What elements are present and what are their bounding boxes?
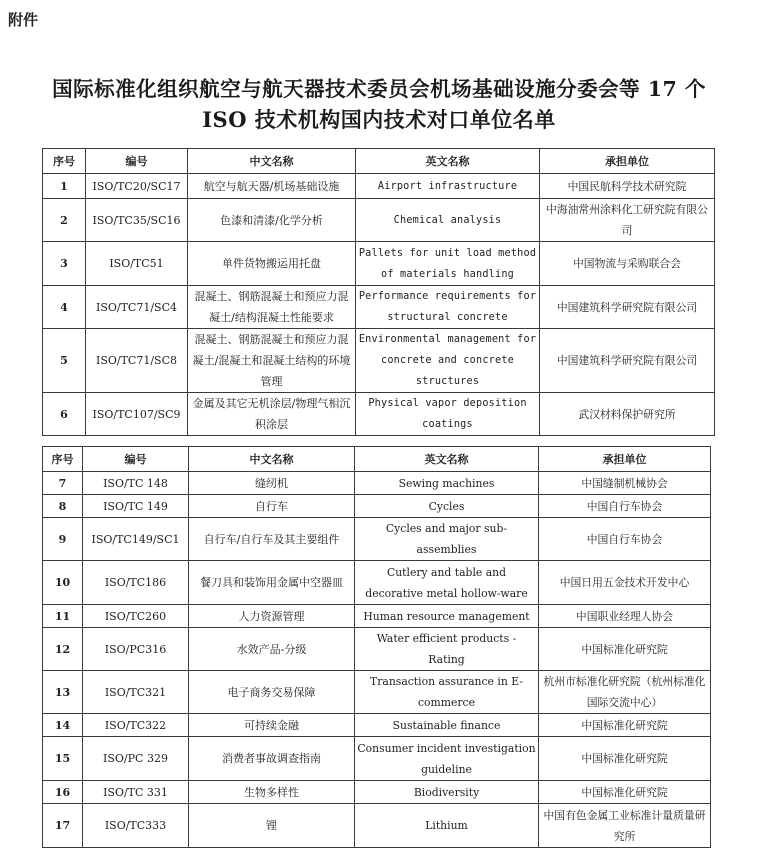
row-cn-name: 色漆和清漆/化学分析	[188, 199, 356, 242]
row-code: ISO/TC260	[83, 605, 189, 628]
row-cn-name: 水效产品-分级	[189, 628, 355, 671]
header-cn-name: 中文名称	[189, 447, 355, 472]
row-code: ISO/TC51	[86, 242, 188, 286]
row-en-name: Pallets for unit load method of materials handling	[356, 242, 540, 286]
row-en-name: Lithium	[355, 804, 539, 848]
table-header-row	[43, 447, 711, 472]
row-org: 中国标准化研究院	[539, 628, 711, 671]
row-org: 中国物流与采购联合会	[540, 242, 715, 286]
row-en-name: Consumer incident investigation guideline	[355, 737, 539, 781]
row-code: ISO/PC 329	[83, 737, 189, 781]
row-code: ISO/TC71/SC8	[86, 329, 188, 393]
row-org: 中国缝制机械协会	[539, 472, 711, 495]
row-en-name: Physical vapor deposition coatings	[356, 393, 540, 436]
row-no: 10	[43, 561, 83, 605]
row-code: ISO/TC 148	[83, 472, 189, 495]
row-no: 5	[43, 329, 86, 393]
row-no: 3	[43, 242, 86, 286]
row-en-name: Biodiversity	[355, 781, 539, 804]
row-org: 中国自行车协会	[539, 495, 711, 518]
table-row	[43, 199, 715, 242]
row-no: 1	[43, 174, 86, 199]
row-cn-name: 混凝土、钢筋混凝土和预应力混凝土/结构混凝土性能要求	[188, 286, 356, 329]
row-org: 中海油常州涂料化工研究院有限公司	[540, 199, 715, 242]
row-cn-name: 航空与航天器/机场基础设施	[188, 174, 356, 199]
table-row	[43, 628, 711, 671]
header-no: 序号	[43, 149, 86, 174]
row-cn-name: 可持续金融	[189, 714, 355, 737]
row-en-name: Cycles and major sub-assemblies	[355, 518, 539, 561]
row-en-name: Cutlery and table and decorative metal hollow-ware	[355, 561, 539, 605]
row-code: ISO/TC107/SC9	[86, 393, 188, 436]
row-no: 9	[43, 518, 83, 561]
row-code: ISO/TC35/SC16	[86, 199, 188, 242]
row-org: 中国建筑科学研究院有限公司	[540, 329, 715, 393]
row-no: 12	[43, 628, 83, 671]
table-header-row	[43, 149, 715, 174]
row-en-name: Sewing machines	[355, 472, 539, 495]
row-no: 2	[43, 199, 86, 242]
header-org: 承担单位	[539, 447, 711, 472]
row-cn-name: 自行车	[189, 495, 355, 518]
row-no: 8	[43, 495, 83, 518]
header-en-name: 英文名称	[356, 149, 540, 174]
row-code: ISO/TC 149	[83, 495, 189, 518]
row-no: 6	[43, 393, 86, 436]
row-no: 4	[43, 286, 86, 329]
row-no: 17	[43, 804, 83, 848]
row-org: 武汉材料保护研究所	[540, 393, 715, 436]
header-en-name: 英文名称	[355, 447, 539, 472]
row-cn-name: 自行车/自行车及其主要组件	[189, 518, 355, 561]
row-no: 15	[43, 737, 83, 781]
row-en-name: Human resource management	[355, 605, 539, 628]
header-org: 承担单位	[540, 149, 715, 174]
row-org: 中国民航科学技术研究院	[540, 174, 715, 199]
row-cn-name: 缝纫机	[189, 472, 355, 495]
header-no: 序号	[43, 447, 83, 472]
row-code: ISO/TC 331	[83, 781, 189, 804]
table-row	[43, 393, 715, 436]
row-en-name: Water efficient products - Rating	[355, 628, 539, 671]
row-org: 中国建筑科学研究院有限公司	[540, 286, 715, 329]
row-en-name: Environmental management for concrete and concrete structures	[356, 329, 540, 393]
row-cn-name: 混凝土、钢筋混凝土和预应力混凝土/混凝土和混凝土结构的环境管理	[188, 329, 356, 393]
row-code: ISO/TC71/SC4	[86, 286, 188, 329]
table-row	[43, 804, 711, 848]
row-org: 中国自行车协会	[539, 518, 711, 561]
table-row	[43, 518, 711, 561]
table-row	[43, 781, 711, 804]
row-org: 中国职业经理人协会	[539, 605, 711, 628]
document-title-line-1: 国际标准化组织航空与航天器技术委员会机场基础设施分委会等 17 个	[52, 77, 706, 101]
row-en-name: Transaction assurance in E-commerce	[355, 671, 539, 714]
table-row	[43, 286, 715, 329]
document-title-line-2: ISO 技术机构国内技术对口单位名单	[202, 107, 556, 132]
row-no: 11	[43, 605, 83, 628]
row-code: ISO/TC321	[83, 671, 189, 714]
table-row	[43, 714, 711, 737]
annex-label: 附件	[8, 11, 39, 29]
counterpart-table-1	[42, 148, 715, 436]
row-en-name: Sustainable finance	[355, 714, 539, 737]
row-cn-name: 消费者事故调查指南	[189, 737, 355, 781]
row-en-name: Cycles	[355, 495, 539, 518]
row-org: 中国日用五金技术开发中心	[539, 561, 711, 605]
row-en-name: Airport infrastructure	[356, 174, 540, 199]
table-row	[43, 472, 711, 495]
table-row	[43, 737, 711, 781]
row-no: 14	[43, 714, 83, 737]
header-cn-name: 中文名称	[188, 149, 356, 174]
row-cn-name: 人力资源管理	[189, 605, 355, 628]
row-en-name: Performance requirements for structural concrete	[356, 286, 540, 329]
table-row	[43, 671, 711, 714]
row-org: 中国有色金属工业标准计量质量研究所	[539, 804, 711, 848]
header-code: 编号	[83, 447, 189, 472]
row-cn-name: 单件货物搬运用托盘	[188, 242, 356, 286]
row-code: ISO/TC333	[83, 804, 189, 848]
row-no: 13	[43, 671, 83, 714]
counterpart-table-2	[42, 446, 711, 848]
row-org: 杭州市标准化研究院（杭州标准化国际交流中心）	[539, 671, 711, 714]
row-code: ISO/TC322	[83, 714, 189, 737]
row-no: 7	[43, 472, 83, 495]
row-org: 中国标准化研究院	[539, 714, 711, 737]
row-cn-name: 生物多样性	[189, 781, 355, 804]
row-en-name: Chemical analysis	[356, 199, 540, 242]
row-cn-name: 金属及其它无机涂层/物理气相沉积涂层	[188, 393, 356, 436]
table-row	[43, 329, 715, 393]
row-cn-name: 锂	[189, 804, 355, 848]
row-cn-name: 餐刀具和装饰用金属中空器皿	[189, 561, 355, 605]
table-row	[43, 174, 715, 199]
table-row	[43, 495, 711, 518]
row-code: ISO/TC20/SC17	[86, 174, 188, 199]
row-code: ISO/PC316	[83, 628, 189, 671]
row-cn-name: 电子商务交易保障	[189, 671, 355, 714]
row-no: 16	[43, 781, 83, 804]
row-org: 中国标准化研究院	[539, 737, 711, 781]
table-row	[43, 242, 715, 286]
row-code: ISO/TC186	[83, 561, 189, 605]
row-org: 中国标准化研究院	[539, 781, 711, 804]
row-code: ISO/TC149/SC1	[83, 518, 189, 561]
table-row	[43, 561, 711, 605]
table-row	[43, 605, 711, 628]
header-code: 编号	[86, 149, 188, 174]
